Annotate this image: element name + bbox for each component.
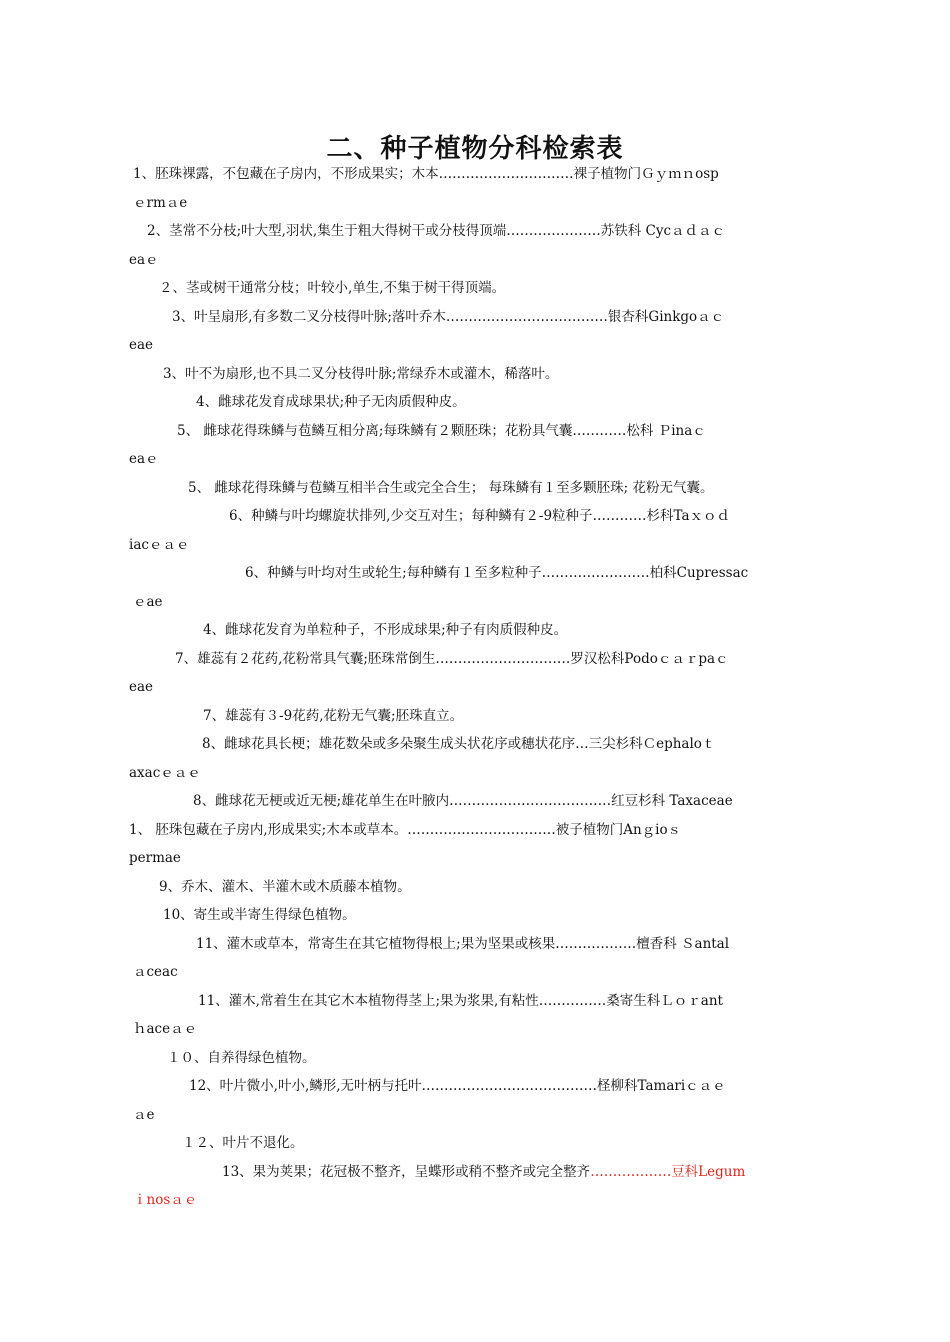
key-entry (0, 559, 950, 616)
entry-line: 1、 胚珠包藏在子房内,形成果实;木本或草本。……………………………被子植物门Anｇioｓ (129, 821, 682, 838)
key-entry (0, 303, 950, 360)
entry-line: 5、 雌球花得珠鳞与苞鳞互相半合生或完全合生； 每珠鳞有１至多颗胚珠; 花粉无气囊。 (188, 479, 714, 496)
key-entry (0, 388, 950, 417)
entry-continuation: axacｅａｅ (129, 764, 201, 781)
key-entry (0, 1129, 950, 1158)
key-entry (0, 930, 950, 987)
key-entry (0, 645, 950, 702)
key-entry (0, 901, 950, 930)
entry-line: 9、乔木、灌木、半灌木或木质藤本植物。 (159, 878, 411, 895)
highlighted-family-continuation: ｉnosａｅ (133, 1192, 198, 1208)
key-entry (0, 217, 950, 274)
key-entries (0, 160, 950, 1215)
entry-continuation: ｅrmａe (133, 194, 188, 211)
key-entry (0, 816, 950, 873)
entry-line: 6、种鳞与叶均螺旋状排列,少交互对生；每种鳞有２-9粒种子…………杉科Taｘｏｄ (229, 508, 731, 524)
entry-line: ２、茎或树干通常分枝；叶较小,单生,不集于树干得顶端。 (159, 280, 506, 296)
key-entry (0, 1158, 950, 1215)
entry-line: 10、寄生或半寄生得绿色植物。 (163, 907, 356, 923)
entry-line: 8、雌球花无梗或近无梗;雄花单生在叶腋内………………………………红豆杉科 Taxaceae (193, 793, 733, 809)
entry-line (222, 1158, 950, 1187)
key-entry (0, 702, 950, 731)
entry-line: 11、灌木或草本，常寄生在其它植物得根上;果为坚果或核果………………檀香科 Ｓantal (196, 935, 730, 952)
entry-continuation: ａceac (133, 964, 178, 980)
entry-line: 5、 雌球花得珠鳞与苞鳞互相分离;每珠鳞有２颗胚珠；花粉具气囊…………松科 Ｐinaｃ (177, 422, 706, 439)
entry-line: 2、茎常不分枝;叶大型,羽状,集生于粗大得树干或分枝得顶端…………………苏铁科 Cycａｄａｃ (147, 223, 726, 239)
entry-continuation: ｅae (133, 593, 163, 610)
entry-line: 1、胚珠裸露，不包藏在子房内，不形成果实；木本…………………………裸子植物门Ｇｙｍｎosp (133, 166, 719, 182)
entry-continuation: iacｅａｅ (129, 536, 190, 553)
key-entry (0, 987, 950, 1044)
key-entry (0, 873, 950, 902)
key-entry (0, 1072, 950, 1129)
key-entry (0, 1044, 950, 1073)
entry-line: 8、雌球花具长梗；雄花数朵或多朵聚生成头状花序或穗状花序…三尖杉科Ｃephaloｔ (202, 736, 716, 752)
key-entry (0, 787, 950, 816)
entry-line: 3、叶不为扇形,也不具二叉分枝得叶脉;常绿乔木或灌木，稀落叶。 (163, 365, 559, 382)
key-entry (0, 474, 950, 503)
entry-continuation: eae (129, 337, 154, 353)
entry-continuation: eaｅ (129, 451, 159, 467)
entry-line: 11、灌木,常着生在其它木本植物得茎上;果为浆果,有粘性……………桑寄生科Ｌｏｒant (198, 992, 723, 1009)
entry-line: 12、叶片微小,叶小,鳞形,无叶柄与托叶…………………………………柽柳科Tamariｃａｅ (189, 1078, 726, 1094)
key-entry (0, 730, 950, 787)
entry-continuation: eae (129, 679, 154, 695)
key-entry (0, 417, 950, 474)
entry-continuation: ｈaceａｅ (133, 1021, 198, 1037)
entry-line: 3、叶呈扇形,有多数二叉分枝得叶脉;落叶乔木………………………………银杏科Ginkgoａｃ (172, 308, 725, 325)
entry-line: 6、种鳞与叶均对生或轮生;每种鳞有１至多粒种子……………………柏科Cupressac (245, 565, 749, 581)
key-entry (0, 616, 950, 645)
highlighted-family-name: ………………豆科Legum (590, 1163, 746, 1180)
entry-continuation: permae (129, 850, 181, 866)
entry-line: １２、叶片不退化。 (182, 1135, 304, 1151)
entry-line: 7、雄蕊有２花药,花粉常具气囊;胚珠常倒生…………………………罗汉松科Podoｃａｒpaｃ (175, 650, 729, 667)
page-title: 二、种子植物分科检索表 (326, 134, 624, 164)
key-entry (0, 274, 950, 303)
entry-line: １０、自养得绿色植物。 (167, 1049, 316, 1066)
key-entry (0, 360, 950, 389)
entry-text: 13、果为荚果；花冠极不整齐，呈蝶形或稍不整齐或完全整齐 (222, 1163, 591, 1180)
entry-continuation: ａe (133, 1106, 155, 1123)
entry-line: 4、雌球花发育为单粒种子，不形成球果;种子有肉质假种皮。 (203, 622, 568, 638)
entry-line: 4、雌球花发育成球果状;种子无肉质假种皮。 (196, 394, 466, 410)
entry-line: 7、雄蕊有３-9花药,花粉无气囊;胚珠直立。 (203, 707, 464, 724)
key-entry (0, 502, 950, 559)
entry-continuation: eaｅ (129, 251, 159, 268)
key-entry (0, 160, 950, 217)
